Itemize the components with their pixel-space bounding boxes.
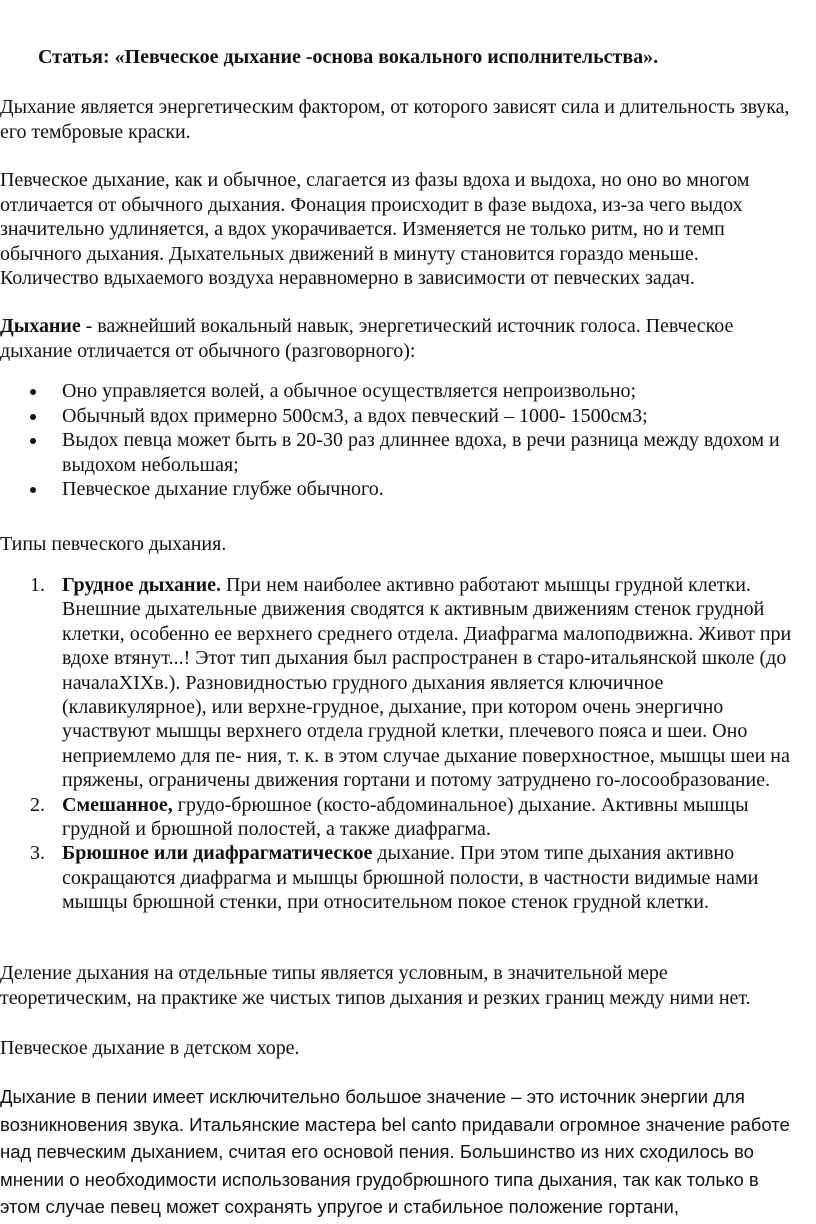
paragraph-intro: Дыхание является энергетическим фактором, от которого зависят сила и длительность звука, его тембровые краски. <box>0 96 790 143</box>
paragraph-line: Количество вдыхаемого воздуха неравномерно в зависимости от певческих задач. <box>0 267 695 289</box>
bold-term: Брюшное или диафрагматическое <box>62 842 373 865</box>
list-number: 2. <box>30 793 45 816</box>
paragraph-line: значительно удлиняется, а вдох укорачивается. Изменяется не только ритм, но и темп <box>0 218 725 240</box>
paragraph-line: над певческим дыханием, считая его основой пения. Большинство из них сходилось во <box>0 1141 754 1162</box>
paragraph-line: мнении о необходимости использования грудобрюшного типа дыхания, так как только в <box>0 1168 759 1190</box>
bullet-dot-icon <box>30 438 36 444</box>
section-heading-children-choir: Певческое дыхание в детском хоре. <box>0 1037 300 1059</box>
paragraph-text: - важнейший вокальный навык, энергетический источник голоса. Певческое дыхание отличается от обычного (разговорного): <box>0 315 734 362</box>
paragraph-division: Деление дыхания на отдельные типы является условным, в значительной мере теоретическим, на практике же чистых типов дыхания и резких границ между ними нет. <box>0 962 751 1009</box>
bold-term: Смешанное, <box>62 793 173 816</box>
list-item <box>0 573 806 793</box>
paragraph-line: обычного дыхания. Дыхательных движений в минуту становится гораздо меньше. <box>0 242 699 265</box>
paragraph-line: Дыхание в пении имеет исключительно большое значение – это источник энергии для <box>0 1086 745 1107</box>
bullet-list <box>0 379 805 502</box>
bullet-dot-icon <box>30 487 36 493</box>
list-item <box>0 793 806 842</box>
paragraph-line: Певческое дыхание, как и обычное, слагается из фазы вдоха и выдоха, но оно во многом <box>0 169 750 191</box>
bold-term: Грудное дыхание. <box>62 574 221 596</box>
paragraph-line: этом случае певец может сохранять упругое и стабильное положение гортани, <box>0 1196 679 1217</box>
paragraph-breath-skill <box>0 314 800 363</box>
list-item-text: грудо-брюшное (косто-абдоминальное) дыхание. Активны мышцы грудной и брюшной полостей, а также диафрагма. <box>62 793 749 841</box>
section-heading-types: Типы певческого дыхания. <box>0 533 227 555</box>
paragraph-line: отличается от обычного дыхания. Фонация происходит в фазе выдоха, из-за чего выдох <box>0 193 743 216</box>
bullet-dot-icon <box>30 414 36 420</box>
numbered-list <box>0 573 806 915</box>
bullet-dot-icon <box>30 389 36 395</box>
list-item: Обычный вдох примерно 500см3, а вдох певческий – 1000- 1500см3; <box>0 404 805 429</box>
article-title: Статья: «Певческое дыхание -основа вокального исполнительства». <box>38 46 659 68</box>
paragraph-breath-importance <box>0 1083 806 1221</box>
bold-term: Дыхание <box>0 315 81 337</box>
list-item <box>0 841 806 914</box>
list-number: 3. <box>30 842 45 865</box>
list-item: Оно управляется волей, а обычное осуществляется непроизвольно; <box>0 379 805 404</box>
paragraph-line: возникновения звука. Итальянские мастера bel canto придавали огромное значение работе <box>0 1113 790 1135</box>
list-item: Певческое дыхание глубже обычного. <box>0 477 805 502</box>
list-item-text: При нем наиболее активно работают мышцы грудной клетки. Внешние дыхательные движения сводятся к активным движениям стенок грудной клетки, особенно ее верхнего среднего отдела. Диафрагма малоподвижна. Живот при вдохе втянут...! Этот тип дыхания был распространен в старо-итальянской школе (до началаXIXв.). Разновидностью грудного дыхания является ключичное (клавикулярное), или верхне-грудное, дыхание, при котором очень энергично участвуют мышцы верхнего отдела грудной клетки, плечевого пояса и шеи. Оно неприемлемо для пе- ния, т. к. в этом случае дыхание поверхностное, мышцы шеи на пряжены, ограничены движения гортани и потому затруднено го-лосообразование. <box>62 574 792 792</box>
list-item: Выдох певца может быть в 20-30 раз длиннее вдоха, в речи разница между вдохом и выдохом небольшая; <box>0 428 805 477</box>
list-item-text: дыхание. При этом типе дыхания активно сокращаются диафрагма и мышцы брюшной полости, в частности видимые нами мышцы брюшной стенки, при относительном покое стенок грудной клетки. <box>62 842 759 914</box>
paragraph-singing-breath <box>0 168 800 291</box>
list-number: 1. <box>30 574 45 596</box>
